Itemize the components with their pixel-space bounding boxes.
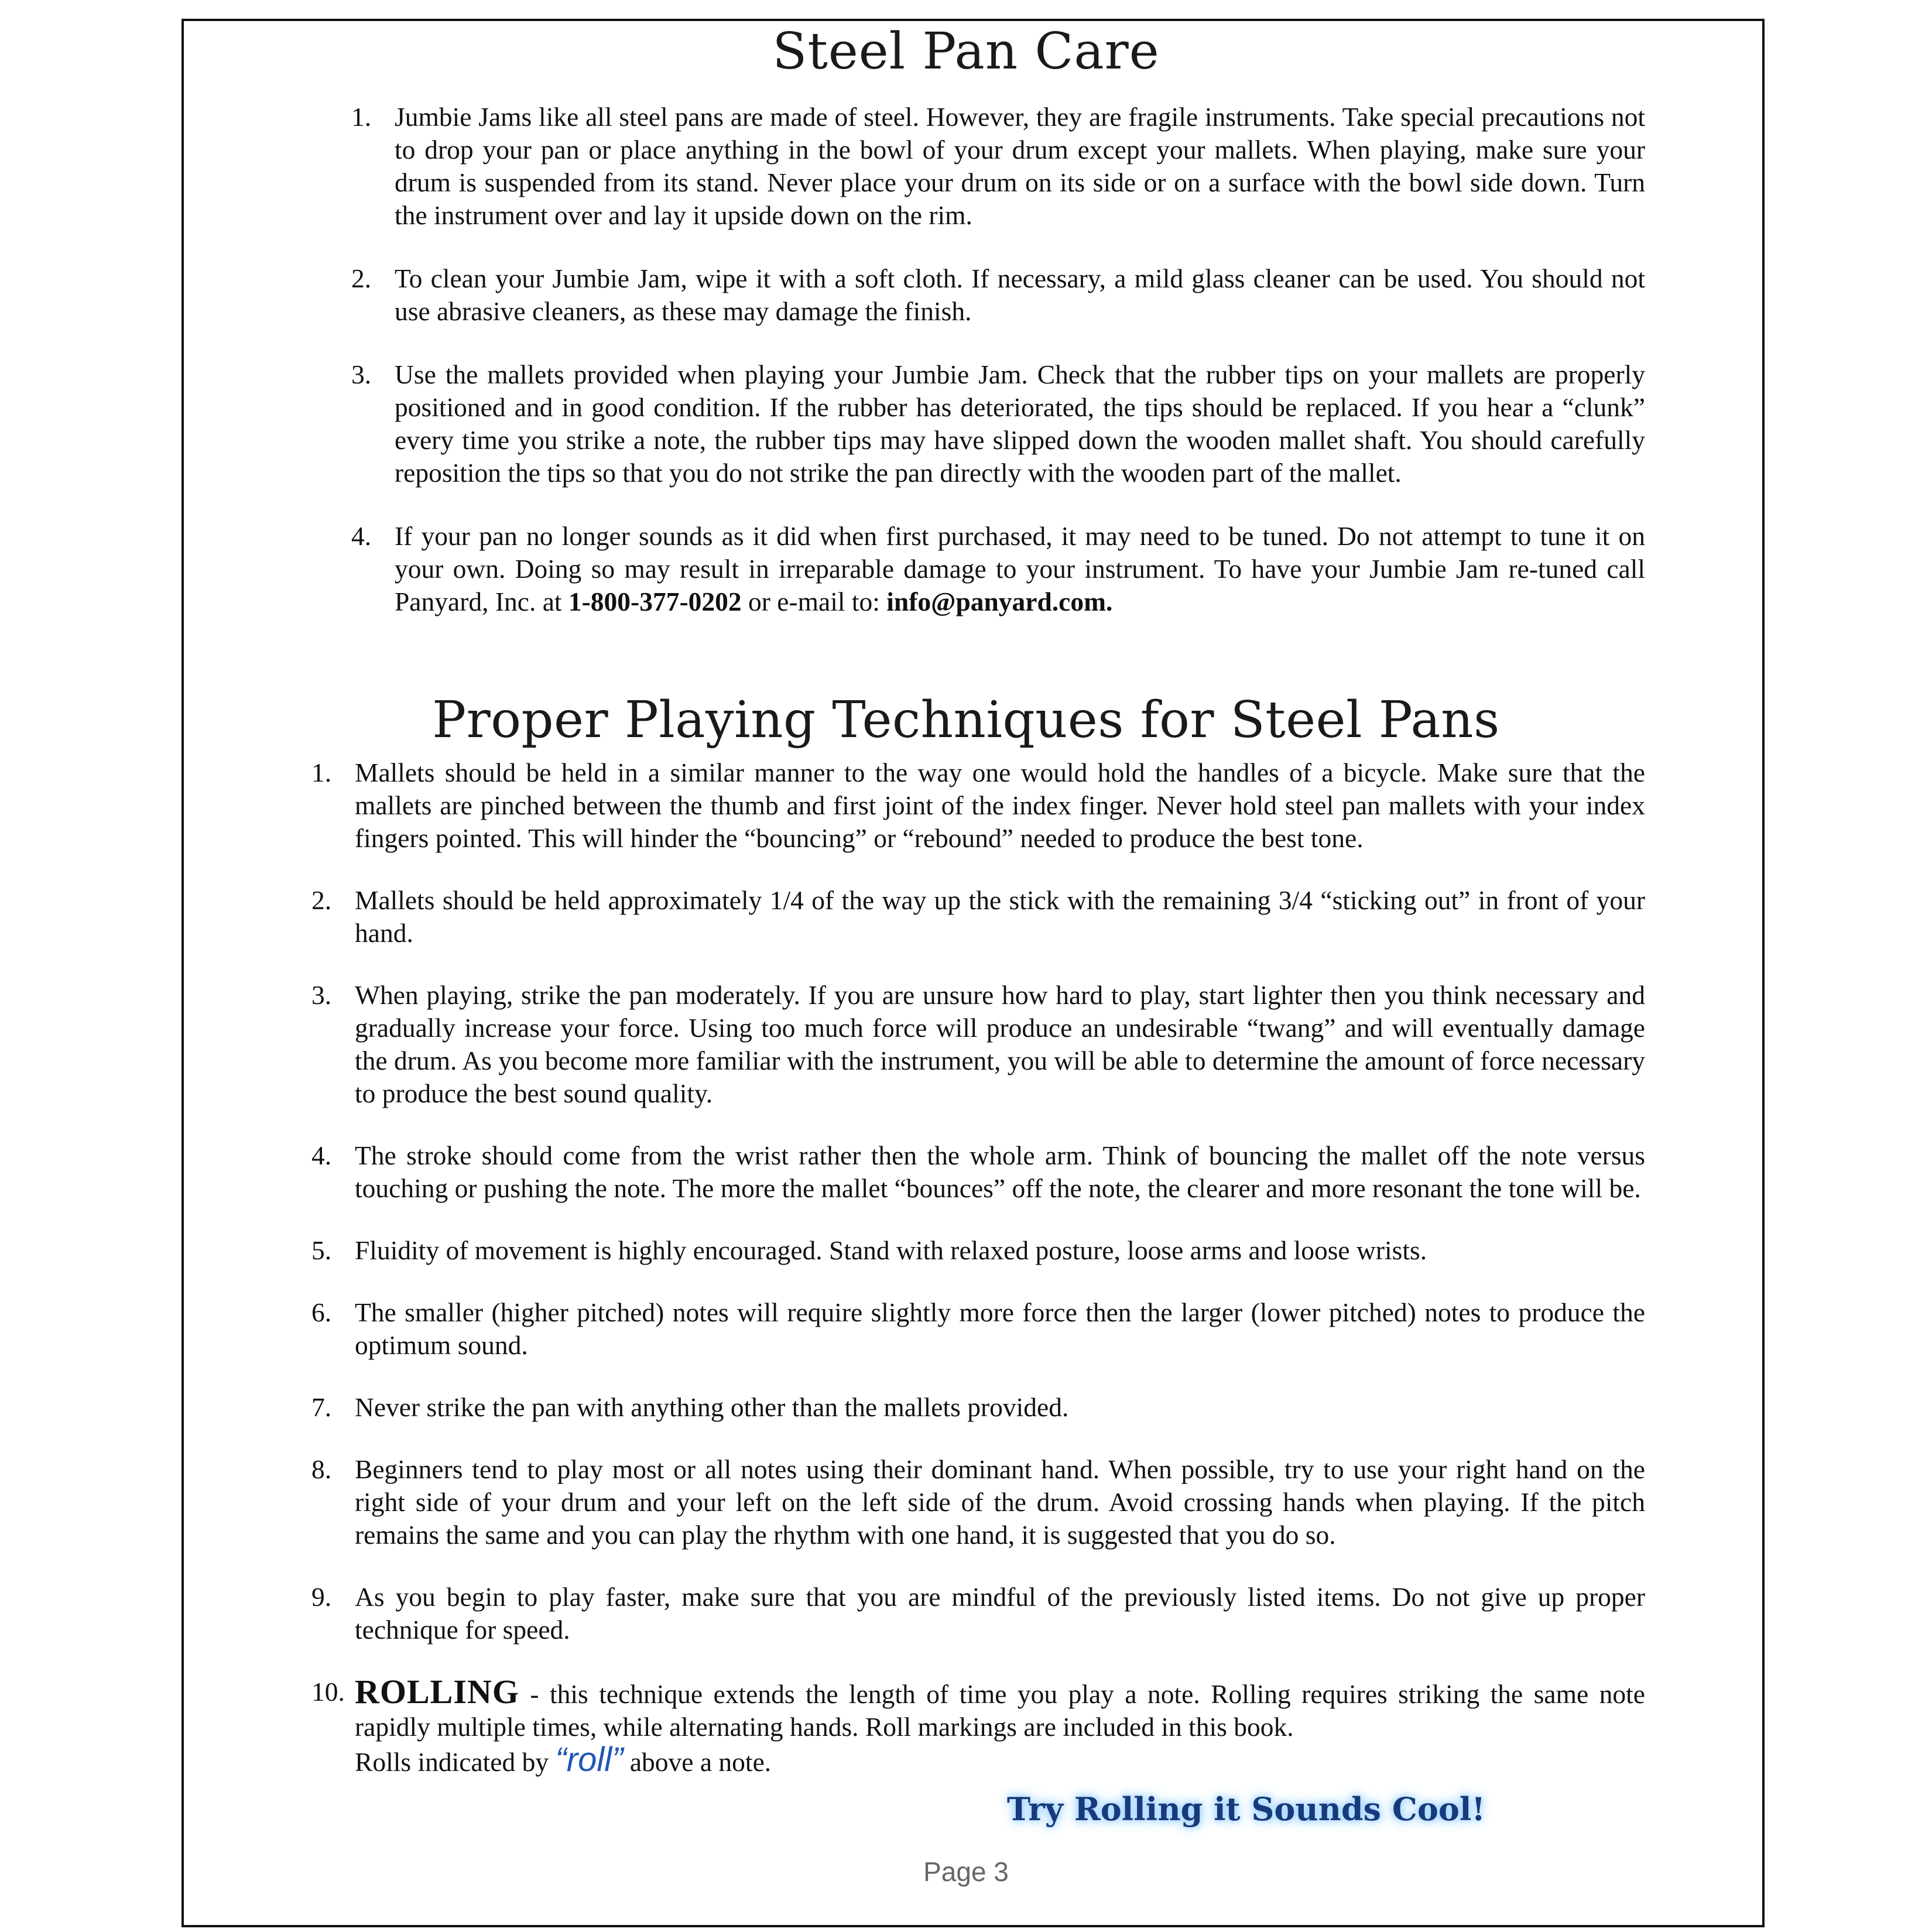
technique-item-6	[311, 1296, 1645, 1362]
steel-pan-care-list	[351, 101, 1645, 649]
care-item-text: Use the mallets provided when playing your Jumbie Jam. Check that the rubber tips on your mallets are properly positioned and in good condition. If the rubber has deteriorated, the tips should be replaced. If you hear a “clunk” every time you strike a note, the rubber tips may have slipped down the wooden mallet shaft. You should carefully reposition the tips so that you do not strike the pan directly with the wooden part of the mallet.	[395, 359, 1645, 488]
care-item-number: 1.	[351, 102, 372, 132]
rolling-text: - this technique extends the length of time you play a note. Rolling requires striking the same note rapidly multiple times, while alternating hands. Roll markings are included in this book.	[355, 1679, 1645, 1742]
technique-item-8	[311, 1453, 1645, 1551]
page-number: Page 3	[923, 1856, 1009, 1887]
care-item-text: If your pan no longer sounds as it did when first purchased, it may need to be tuned. Do not attempt to tune it on your own. Doing so may result in irreparable damage to your instrument. To have your Jumbie Jam re-tuned call Panyard, Inc. at	[395, 521, 1645, 616]
phone-number: 1-800-377-0202	[568, 587, 742, 616]
technique-item-number: 8.	[311, 1454, 332, 1484]
technique-item-number: 2.	[311, 885, 332, 915]
roll-marking: “roll”	[555, 1741, 624, 1779]
technique-item-1	[311, 756, 1645, 855]
technique-item-text: Mallets should be held approximately 1/4 of the way up the stick with the remaining 3/4 “sticking out” in front of your hand.	[355, 885, 1645, 948]
technique-item-text: As you begin to play faster, make sure that you are mindful of the previously listed items. Do not give up proper technique for speed.	[355, 1582, 1645, 1645]
playing-techniques-title: Proper Playing Techniques for Steel Pans	[432, 691, 1500, 749]
technique-item-number: 4.	[311, 1140, 332, 1170]
care-item-2	[351, 262, 1645, 328]
technique-item-number: 7.	[311, 1392, 332, 1422]
technique-item-text: Beginners tend to play most or all notes using their dominant hand. When possible, try to use your right hand on the right side of your drum and your left on the left side of the drum. Avoid crossing hands when playing. If the pitch remains the same and you can play the rhythm with one hand, it is suggested that you do so.	[355, 1454, 1645, 1550]
technique-item-number: 6.	[311, 1297, 332, 1327]
care-item-number: 3.	[351, 359, 372, 389]
technique-item-number: 3.	[311, 980, 332, 1010]
email-address: info@panyard.com.	[886, 587, 1113, 616]
technique-item-3	[311, 979, 1645, 1110]
care-item-number: 2.	[351, 263, 372, 293]
steel-pan-care-title: Steel Pan Care	[772, 22, 1160, 81]
care-item-4	[351, 520, 1645, 618]
care-item-text-mid: or e-mail to:	[741, 587, 887, 616]
technique-item-text: The smaller (higher pitched) notes will require slightly more force then the larger (lower pitched) notes to produce the optimum sound.	[355, 1297, 1645, 1360]
try-rolling-callout: Try Rolling it Sounds Cool!	[1007, 1790, 1486, 1828]
technique-item-number: 10.	[311, 1677, 345, 1707]
care-item-text: Jumbie Jams like all steel pans are made of steel. However, they are fragile instruments. Take special precautions not to drop your pan or place anything in the bowl of your drum except your mallets. When playing, make sure your drum is suspended from its stand. Never place your drum on its side or on a surface with the bowl side down. Turn the instrument over and lay it upside down on the rim.	[395, 102, 1645, 230]
technique-item-text: When playing, strike the pan moderately. If you are unsure how hard to play, start lighter then you think necessary and gradually increase your force. Using too much force will produce an undesirable “twang” and will eventually damage the drum. As you become more familiar with the instrument, you will be able to determine the amount of force necessary to produce the best sound quality.	[355, 980, 1645, 1108]
technique-item-10	[311, 1673, 1645, 1779]
care-item-text: To clean your Jumbie Jam, wipe it with a soft cloth. If necessary, a mild glass cleaner can be used. You should not use abrasive cleaners, as these may damage the finish.	[395, 263, 1645, 326]
technique-item-number: 9.	[311, 1582, 332, 1612]
technique-item-7	[311, 1391, 1645, 1424]
technique-item-9	[311, 1581, 1645, 1646]
care-item-1	[351, 101, 1645, 232]
technique-item-text: Mallets should be held in a similar manner to the way one would hold the handles of a bicycle. Make sure that the mallets are pinched between the thumb and first joint of the index finger. Never hold steel pan mallets with your index fingers pointed. This will hinder the “bouncing” or “rebound” needed to produce the best tone.	[355, 758, 1645, 853]
technique-item-number: 1.	[311, 758, 332, 787]
rolling-heading: ROLLING	[355, 1673, 519, 1711]
technique-item-text: Fluidity of movement is highly encouraged. Stand with relaxed posture, loose arms and loose wrists.	[355, 1235, 1427, 1265]
rolls-prefix: Rolls indicated by	[355, 1747, 556, 1777]
technique-item-4	[311, 1139, 1645, 1205]
technique-item-text: Never strike the pan with anything other than the mallets provided.	[355, 1392, 1069, 1422]
care-item-3	[351, 358, 1645, 489]
technique-item-number: 5.	[311, 1235, 332, 1265]
technique-item-text: The stroke should come from the wrist rather then the whole arm. Think of bouncing the mallet off the note versus touching or pushing the note. The more the mallet “bounces” off the note, the clearer and more resonant the tone will be.	[355, 1140, 1645, 1203]
care-item-number: 4.	[351, 521, 372, 551]
technique-item-2	[311, 884, 1645, 950]
technique-item-5	[311, 1234, 1645, 1267]
rolls-suffix: above a note.	[623, 1747, 772, 1777]
playing-techniques-list	[311, 756, 1645, 1808]
